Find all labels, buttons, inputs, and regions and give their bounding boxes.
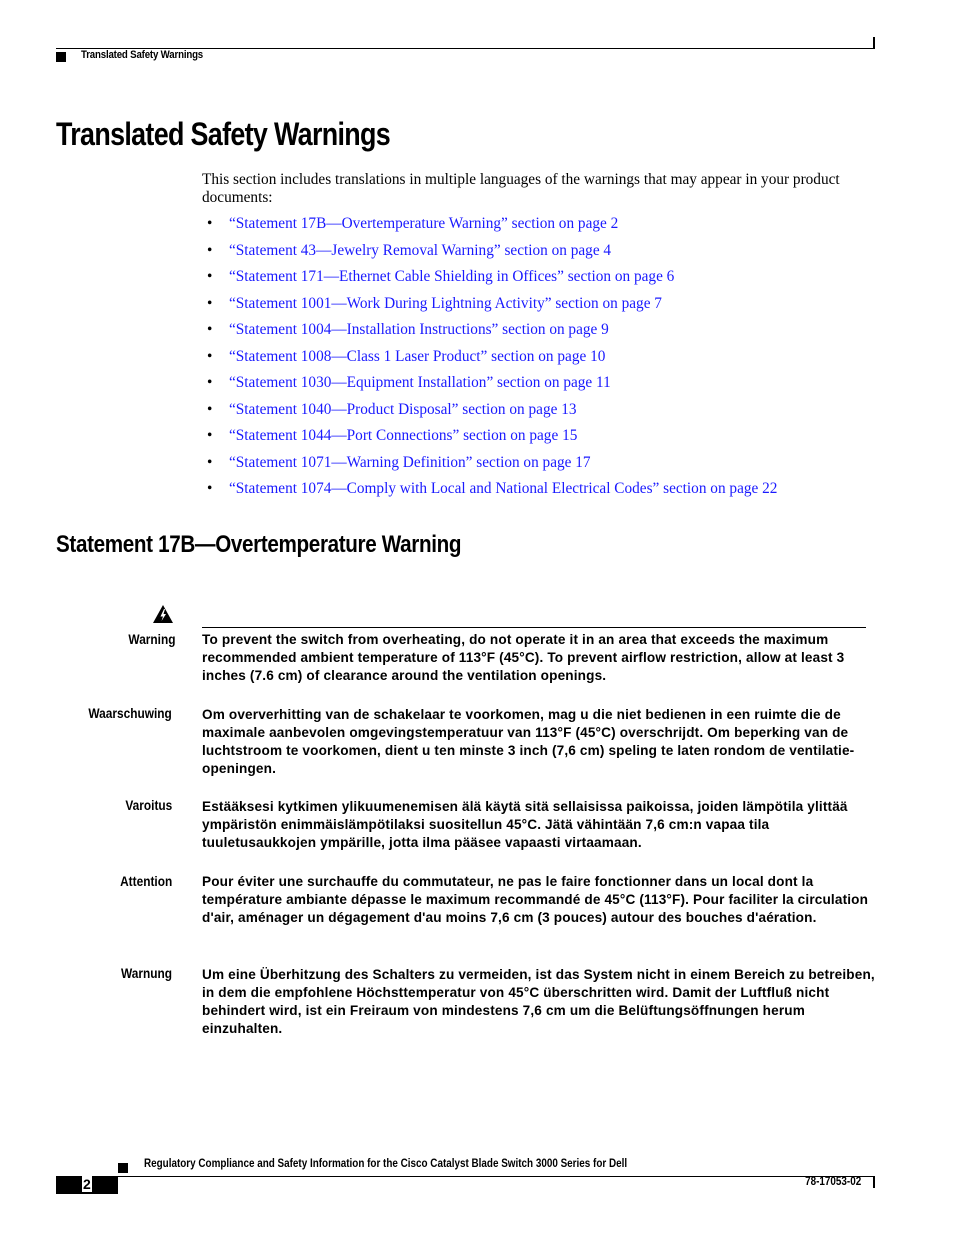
list-item — [202, 321, 777, 348]
bullet: • — [207, 427, 213, 444]
warning-label-fr: Attention — [119, 874, 172, 889]
warning-text-fi: Estääksesi kytkimen ylikuumenemisen älä käytä sitä sellaisissa paikoissa, joiden lämpötila ylittää ympäristön enimmäislämpötilaksi suositellun 45°C. Jätä vähintään 7,6 cm:n vapaa tila tuuletusaukkojen ympärille, jotta ilma pääsee vapaasti virtaamaan. — [202, 799, 848, 850]
running-header: Translated Safety Warnings — [81, 49, 204, 61]
statement-link[interactable]: “Statement 1008—Class 1 Laser Product” section on page 10 — [229, 347, 606, 365]
footer-title: Regulatory Compliance and Safety Information for the Cisco Catalyst Blade Switch 3000 Series for Dell — [144, 1158, 628, 1170]
intro-paragraph: This section includes translations in multiple languages of the warnings that may appear in your product documents: — [202, 171, 840, 206]
warning-label-en: Warning — [127, 632, 175, 647]
warning-label-fi: Varoitus — [125, 798, 172, 813]
bullet: • — [207, 241, 213, 259]
statement-link[interactable]: “Statement 1004—Installation Instructions” section on page 9 — [229, 321, 609, 338]
statement-link[interactable]: “Statement 1044—Port Connections” section on page 15 — [229, 427, 578, 444]
list-item — [202, 242, 777, 269]
header-tick — [873, 37, 875, 49]
statement-link[interactable]: “Statement 17B—Overtemperature Warning” section on page 2 — [229, 215, 619, 232]
list-item — [202, 268, 777, 295]
bullet: • — [207, 374, 213, 391]
bullet: • — [207, 347, 213, 365]
page-number: 2 — [83, 1176, 91, 1192]
list-item — [202, 348, 777, 375]
page-title: Translated Safety Warnings — [56, 116, 391, 152]
document-number: 78-17053-02 — [804, 1176, 861, 1188]
statement-link[interactable]: “Statement 43—Jewelry Removal Warning” section on page 4 — [229, 241, 612, 259]
statement-link[interactable]: “Statement 1071—Warning Definition” section on page 17 — [229, 453, 591, 471]
list-item — [202, 215, 777, 242]
footer-rule — [56, 1176, 874, 1177]
statement-link[interactable]: “Statement 1074—Comply with Local and National Electrical Codes” section on page 22 — [229, 480, 778, 497]
statement-link[interactable]: “Statement 171—Ethernet Cable Shielding in Offices” section on page 6 — [229, 268, 675, 285]
warning-label-nl: Waarschuwing — [88, 706, 172, 721]
bullet: • — [207, 453, 213, 471]
bullet: • — [207, 268, 213, 285]
list-item — [202, 427, 777, 454]
warning-text-de: Um eine Überhitzung des Schalters zu vermeiden, ist das System nicht in einem Bereich zu betreiben, in dem die empfohlene Höchsttemperatur von 45°C überschritten wird. Damit der Luftfluß nicht behindert wird, ist ein Freiraum von mindestens 7,6 cm um die Belüftungsöffnungen herum einzuhalten. — [202, 967, 875, 1036]
warning-text-fr: Pour éviter une surchauffe du commutateur, ne pas le faire fonctionner dans un local dont la température ambiante dépasse le maximum recommandé de 45°C (113°F). Pour faciliter la circulation d'air, aménager un dégagement d'au moins 7,6 cm (3 pouces) autour des bouches d'aération. — [202, 874, 869, 925]
bullet: • — [207, 321, 213, 338]
footer-marker — [118, 1163, 128, 1173]
warning-label-de: Warnung — [120, 966, 172, 981]
bullet: • — [207, 215, 213, 232]
section-heading: Statement 17B—Overtemperature Warning — [56, 531, 462, 558]
warning-triangle-icon — [152, 604, 174, 624]
warning-text-nl: Om oververhitting van de schakelaar te voorkomen, mag u die niet bedienen in een ruimte die de maximale aanbevolen omgevingstemperatuur van 113°F (45°C) overschrijdt. Om beperking van de luchtstroom te voorkomen, dient u ten minste 3 inch (7,6 cm) speling te laten rondom de ventilatie-openingen. — [202, 707, 855, 776]
list-item — [202, 374, 777, 401]
bullet: • — [207, 400, 213, 418]
warning-text-en: To prevent the switch from overheating, do not operate it in an area that exceeds the maximum recommended ambient temperature of 113°F (45°C). To prevent airflow restriction, allow at least 3 inches (7.6 cm) of clearance around the ventilation openings. — [202, 632, 845, 683]
list-item — [202, 295, 777, 322]
statement-link[interactable]: “Statement 1001—Work During Lightning Activity” section on page 7 — [229, 294, 662, 312]
list-item — [202, 454, 777, 481]
list-item — [202, 401, 777, 428]
statement-link-list — [202, 215, 777, 507]
warning-rule — [202, 627, 866, 628]
statement-link[interactable]: “Statement 1040—Product Disposal” section on page 13 — [229, 400, 577, 418]
footer-tick — [873, 1176, 875, 1188]
list-item — [202, 480, 777, 507]
header-marker — [56, 52, 66, 62]
bullet: • — [207, 480, 213, 497]
statement-link[interactable]: “Statement 1030—Equipment Installation” section on page 11 — [229, 374, 611, 391]
bullet: • — [207, 294, 213, 312]
